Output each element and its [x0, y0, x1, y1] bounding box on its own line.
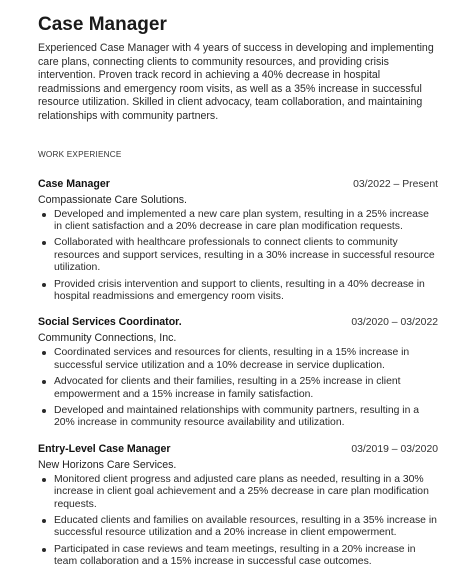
- job-header: [38, 178, 438, 190]
- job-bullet: Collaborated with healthcare professionals to connect clients to community resources and support services, resulting in a 30% increase in successful resource utilization.: [38, 237, 438, 274]
- job-title: Social Services Coordinator.: [38, 316, 182, 329]
- job-header: [38, 443, 438, 455]
- job-bullet: Participated in case reviews and team meetings, resulting in a 20% increase in team collaboration and a 15% increase in successful case outcomes.: [38, 544, 438, 569]
- job-bullet: Developed and maintained relationships with community partners, resulting in a 20% increase in community resource availability and utilization.: [38, 405, 438, 430]
- job-bullets: [38, 347, 438, 429]
- job-header: [38, 316, 438, 328]
- job-entry: [38, 316, 438, 429]
- job-title: Case Manager: [38, 177, 110, 190]
- work-experience-heading: WORK EXPERIENCE: [38, 149, 122, 159]
- job-bullets: [38, 474, 438, 569]
- resume-name: Case Manager: [38, 14, 167, 35]
- job-entry: [38, 443, 438, 569]
- job-bullet: Educated clients and families on available resources, resulting in a 35% increase in successful resource utilization and a 20% increase in client empowerment.: [38, 515, 438, 540]
- job-dates: 03/2022 – Present: [353, 178, 438, 190]
- job-dates: 03/2019 – 03/2020: [351, 443, 438, 455]
- job-bullet: Developed and implemented a new care plan system, resulting in a 25% increase in client satisfaction and a 20% decrease in care plan modification requests.: [38, 209, 438, 234]
- company-name: Compassionate Care Solutions.: [38, 193, 187, 206]
- job-dates: 03/2020 – 03/2022: [351, 317, 438, 329]
- professional-summary: Experienced Case Manager with 4 years of success in developing and implementing care plans, connecting clients to community resources, and providing crisis intervention. Proven track record in achieving a 40% decrease in hospital readmissions and emergency room visits, as well as a 35% increase in successful resource utilization. Skilled in client advocacy, team collaboration, and maintaining relationships with community partners.: [38, 42, 434, 122]
- company-name: Community Connections, Inc.: [38, 332, 177, 345]
- job-entry: [38, 178, 438, 304]
- job-bullets: [38, 209, 438, 304]
- job-bullet: Coordinated services and resources for clients, resulting in a 15% increase in successful service utilization and a 10% decrease in service duplication.: [38, 347, 438, 372]
- job-title: Entry-Level Case Manager: [38, 442, 171, 455]
- company-name: New Horizons Care Services.: [38, 458, 177, 471]
- job-bullet: Provided crisis intervention and support to clients, resulting in a 40% decrease in hospital readmissions and emergency room visits.: [38, 279, 438, 304]
- job-bullet: Advocated for clients and their families, resulting in a 25% increase in client empowerment and a 15% increase in family satisfaction.: [38, 376, 438, 401]
- job-bullet: Monitored client progress and adjusted care plans as needed, resulting in a 30% increase in client goal achievement and a 25% decrease in care plan modification requests.: [38, 474, 438, 511]
